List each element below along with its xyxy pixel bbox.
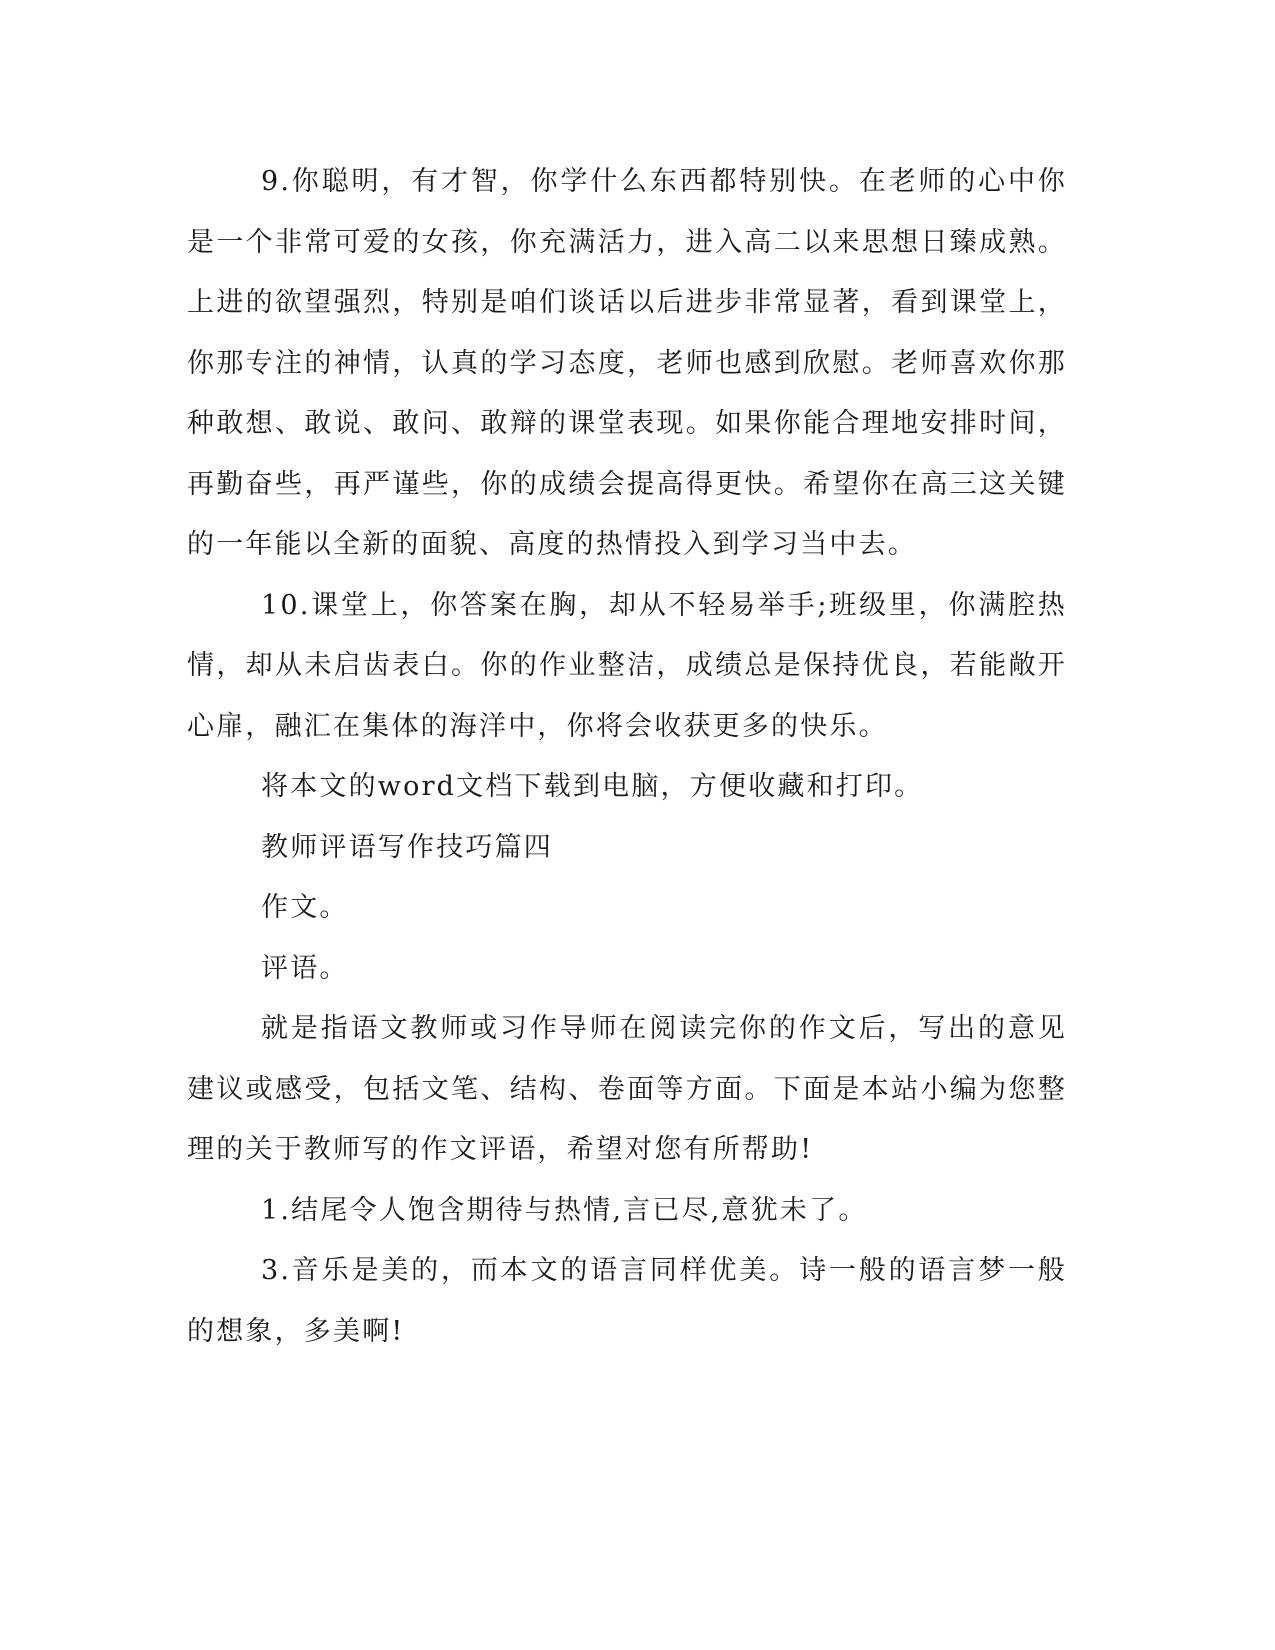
paragraph-download-note: 将本文的word文档下载到电脑，方便收藏和打印。: [261, 771, 924, 802]
paragraph-term-composition: 作文。: [261, 892, 349, 923]
paragraph-term-comment: 评语。: [261, 952, 349, 984]
paragraph-comment-1: 1.结尾令人饱含期待与热情,言已尽,意犹未了。: [261, 1194, 868, 1226]
paragraph-comment-9: 9.你聪明，有才智，你学什么东西都特别快。在老师的心中你是一个非常可爱的女孩，你充满活力，进入高二以来思想日臻成熟。上进的欲望强烈，特别是咱们谈话以后进步非常显著，看到课堂上，你那专注的神情，认真的学习态度，老师也感到欣慰。老师喜欢你那种敢想、敢说、敢问、敢辩的课堂表现。如果你能合理地安排时间，再勤奋些，再严谨些，你的成绩会提高得更快。希望你在高三这关键的一年能以全新的面貌、高度的热情投入到学习当中去。: [187, 166, 1067, 560]
paragraph-comment-3: 3.音乐是美的，而本文的语言同样优美。诗一般的语言梦一般的想象，多美啊!: [187, 1255, 1067, 1347]
paragraph-definition: 就是指语文教师或习作导师在阅读完你的作文后，写出的意见建议或感受，包括文笔、结构、卷面等方面。下面是本站小编为您整理的关于教师写的作文评语，希望对您有所帮助!: [187, 1013, 1067, 1165]
document-body: [187, 152, 1067, 1362]
section-heading: 教师评语写作技巧篇四: [261, 831, 553, 863]
paragraph-comment-10: 10.课堂上，你答案在胸，却从不轻易举手;班级里，你满腔热情，却从未启齿表白。你的作业整洁，成绩总是保持优良，若能敞开心扉，融汇在集体的海洋中，你将会收获更多的快乐。: [187, 589, 1067, 742]
